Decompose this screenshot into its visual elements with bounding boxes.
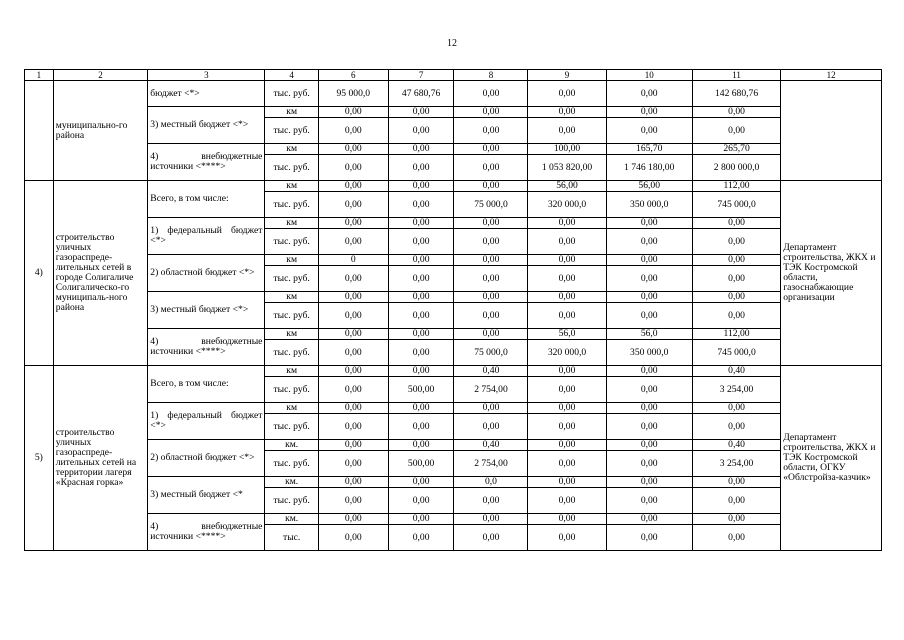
value-cell: 0,00 xyxy=(454,514,528,525)
table-row xyxy=(25,366,882,377)
column-header: 6 xyxy=(318,70,388,81)
value-cell: 0,00 xyxy=(692,303,780,329)
item-name: муниципально-го района xyxy=(53,81,148,181)
value-cell: 2 754,00 xyxy=(454,451,528,477)
value-cell: 0,00 xyxy=(692,229,780,255)
value-cell: 0,00 xyxy=(318,292,388,303)
value-cell: 0,00 xyxy=(388,440,454,451)
value-cell: 0,00 xyxy=(528,440,606,451)
funding-source: Всего, в том числе: xyxy=(148,366,265,403)
table-row xyxy=(25,403,882,414)
value-cell: 0,00 xyxy=(606,451,692,477)
value-cell: 0,00 xyxy=(318,488,388,514)
value-cell: 0,00 xyxy=(528,303,606,329)
table-row xyxy=(25,514,882,525)
header-row xyxy=(25,70,882,81)
value-cell: 0,00 xyxy=(388,488,454,514)
value-cell: 0,00 xyxy=(528,266,606,292)
value-cell: 0,00 xyxy=(606,414,692,440)
value-cell: 0,00 xyxy=(318,440,388,451)
value-cell: 0,00 xyxy=(454,488,528,514)
value-cell: 500,00 xyxy=(388,377,454,403)
value-cell: 0,00 xyxy=(318,229,388,255)
value-cell: 0,00 xyxy=(528,488,606,514)
value-cell: 0,00 xyxy=(692,514,780,525)
table-row xyxy=(25,477,882,488)
responsible-dept: Департамент строительства, ЖКХ и ТЭК Костромской области, газоснабжающие организации xyxy=(781,181,882,366)
value-cell: 0,00 xyxy=(388,329,454,340)
value-cell: 0,00 xyxy=(388,255,454,266)
value-cell: 0,40 xyxy=(454,440,528,451)
funding-source: 4) внебюджетные источники <****> xyxy=(148,329,265,366)
value-cell: 0,00 xyxy=(692,525,780,551)
value-cell: 0,00 xyxy=(388,155,454,181)
value-cell: 0,40 xyxy=(692,366,780,377)
table-row xyxy=(25,255,882,266)
unit-cell: км xyxy=(265,107,318,118)
value-cell: 0,00 xyxy=(692,255,780,266)
column-header: 8 xyxy=(454,70,528,81)
value-cell: 350 000,0 xyxy=(606,340,692,366)
value-cell: 0,00 xyxy=(606,107,692,118)
value-cell: 0,00 xyxy=(528,81,606,107)
unit-cell: км. xyxy=(265,514,318,525)
value-cell: 0,00 xyxy=(606,366,692,377)
value-cell: 0,00 xyxy=(318,266,388,292)
value-cell: 0,00 xyxy=(606,266,692,292)
value-cell: 112,00 xyxy=(692,181,780,192)
value-cell: 0,00 xyxy=(388,366,454,377)
value-cell: 0,00 xyxy=(692,414,780,440)
value-cell: 0,00 xyxy=(388,477,454,488)
value-cell: 0,00 xyxy=(318,107,388,118)
program-table xyxy=(24,69,882,551)
value-cell: 0,00 xyxy=(454,303,528,329)
value-cell: 0,00 xyxy=(606,229,692,255)
value-cell: 0,00 xyxy=(528,255,606,266)
funding-source: 1) федеральный бюджет <*> xyxy=(148,403,265,440)
value-cell: 47 680,76 xyxy=(388,81,454,107)
value-cell: 0,00 xyxy=(454,81,528,107)
table-body xyxy=(25,70,882,551)
table-row xyxy=(25,81,882,107)
page-number: 12 xyxy=(447,38,457,49)
value-cell: 0,00 xyxy=(318,403,388,414)
value-cell: 0,00 xyxy=(528,477,606,488)
value-cell: 0,00 xyxy=(528,107,606,118)
value-cell: 0,00 xyxy=(606,81,692,107)
value-cell: 0,00 xyxy=(606,403,692,414)
funding-source: 2) областной бюджет <*> xyxy=(148,440,265,477)
table-row xyxy=(25,144,882,155)
value-cell: 0,00 xyxy=(318,218,388,229)
value-cell: 0,00 xyxy=(606,525,692,551)
value-cell: 0,00 xyxy=(318,303,388,329)
value-cell: 0,00 xyxy=(606,477,692,488)
unit-cell: тыс. руб. xyxy=(265,155,318,181)
funding-source: Всего, в том числе: xyxy=(148,181,265,218)
value-cell: 3 254,00 xyxy=(692,451,780,477)
value-cell: 0,00 xyxy=(388,218,454,229)
value-cell: 0,00 xyxy=(606,488,692,514)
value-cell: 0,00 xyxy=(388,292,454,303)
value-cell: 0,00 xyxy=(454,414,528,440)
column-header: 10 xyxy=(606,70,692,81)
value-cell: 0,00 xyxy=(528,366,606,377)
unit-cell: тыс. руб. xyxy=(265,340,318,366)
unit-cell: тыс. руб. xyxy=(265,81,318,107)
value-cell: 0 xyxy=(318,255,388,266)
funding-source: 4) внебюджетные источники <****> xyxy=(148,514,265,551)
value-cell: 0,00 xyxy=(454,229,528,255)
value-cell: 0,00 xyxy=(318,340,388,366)
value-cell: 0,00 xyxy=(692,218,780,229)
value-cell: 0,00 xyxy=(388,514,454,525)
item-index: 5) xyxy=(25,366,54,551)
value-cell: 0,00 xyxy=(528,218,606,229)
value-cell: 0,00 xyxy=(454,403,528,414)
item-name: строительство уличных газораспреде-лительных сетей на территории лагеря «Красная горка» xyxy=(53,366,148,551)
value-cell: 0,00 xyxy=(388,107,454,118)
value-cell: 0,00 xyxy=(606,377,692,403)
value-cell: 0,00 xyxy=(692,477,780,488)
funding-source: 2) областной бюджет <*> xyxy=(148,255,265,292)
value-cell: 0,00 xyxy=(388,340,454,366)
value-cell: 75 000,0 xyxy=(454,340,528,366)
value-cell: 0,00 xyxy=(528,377,606,403)
value-cell: 0,00 xyxy=(388,266,454,292)
unit-cell: тыс. руб. xyxy=(265,192,318,218)
funding-source: 4) внебюджетные источники <****> xyxy=(148,144,265,181)
value-cell: 0,00 xyxy=(318,144,388,155)
column-header: 4 xyxy=(265,70,318,81)
unit-cell: км xyxy=(265,366,318,377)
value-cell: 0,0 xyxy=(454,477,528,488)
value-cell: 0,00 xyxy=(388,192,454,218)
value-cell: 0,00 xyxy=(606,118,692,144)
value-cell: 265,70 xyxy=(692,144,780,155)
column-header: 11 xyxy=(692,70,780,81)
unit-cell: км xyxy=(265,218,318,229)
value-cell: 0,00 xyxy=(606,218,692,229)
responsible-dept: Департамент строительства, ЖКХ и ТЭК Костромской области, ОГКУ «Облстройза-казчик» xyxy=(781,366,882,551)
value-cell: 0,00 xyxy=(318,451,388,477)
value-cell: 0,00 xyxy=(528,414,606,440)
value-cell: 0,00 xyxy=(318,118,388,144)
unit-cell: км. xyxy=(265,440,318,451)
funding-source: 3) местный бюджет <* xyxy=(148,477,265,514)
value-cell: 2 800 000,0 xyxy=(692,155,780,181)
value-cell: 745 000,0 xyxy=(692,340,780,366)
unit-cell: тыс. руб. xyxy=(265,488,318,514)
value-cell: 0,00 xyxy=(528,229,606,255)
value-cell: 0,00 xyxy=(606,292,692,303)
value-cell: 0,00 xyxy=(454,155,528,181)
unit-cell: тыс. руб. xyxy=(265,377,318,403)
unit-cell: тыс. руб. xyxy=(265,414,318,440)
value-cell: 0,00 xyxy=(318,377,388,403)
table-row xyxy=(25,440,882,451)
value-cell: 1 746 180,00 xyxy=(606,155,692,181)
value-cell: 0,00 xyxy=(692,403,780,414)
value-cell: 0,00 xyxy=(318,366,388,377)
value-cell: 56,00 xyxy=(606,181,692,192)
table-row xyxy=(25,181,882,192)
funding-source: 1) федеральный бюджет <*> xyxy=(148,218,265,255)
value-cell: 1 053 820,00 xyxy=(528,155,606,181)
value-cell: 75 000,0 xyxy=(454,192,528,218)
unit-cell: тыс. xyxy=(265,525,318,551)
value-cell: 0,00 xyxy=(318,477,388,488)
value-cell: 95 000,0 xyxy=(318,81,388,107)
value-cell: 0,40 xyxy=(454,366,528,377)
value-cell: 0,00 xyxy=(528,403,606,414)
value-cell: 0,00 xyxy=(318,181,388,192)
value-cell: 0,00 xyxy=(454,181,528,192)
unit-cell: км xyxy=(265,181,318,192)
value-cell: 0,00 xyxy=(606,440,692,451)
value-cell: 3 254,00 xyxy=(692,377,780,403)
value-cell: 0,00 xyxy=(692,488,780,514)
value-cell: 112,00 xyxy=(692,329,780,340)
value-cell: 0,00 xyxy=(528,292,606,303)
value-cell: 0,00 xyxy=(454,144,528,155)
value-cell: 165,70 xyxy=(606,144,692,155)
value-cell: 0,00 xyxy=(606,303,692,329)
value-cell: 0,00 xyxy=(388,118,454,144)
value-cell: 0,00 xyxy=(528,525,606,551)
column-header: 7 xyxy=(388,70,454,81)
unit-cell: тыс. руб. xyxy=(265,118,318,144)
column-header: 3 xyxy=(148,70,265,81)
value-cell: 0,00 xyxy=(528,514,606,525)
value-cell: 320 000,0 xyxy=(528,192,606,218)
value-cell: 56,00 xyxy=(528,181,606,192)
item-name: строительство уличных газораспреде-лительных сетей в городе Солигаличе Солигалическо-го муниципаль-ного района xyxy=(53,181,148,366)
value-cell: 0,00 xyxy=(692,118,780,144)
unit-cell: тыс. руб. xyxy=(265,451,318,477)
column-header: 1 xyxy=(25,70,54,81)
value-cell: 0,00 xyxy=(454,107,528,118)
value-cell: 2 754,00 xyxy=(454,377,528,403)
value-cell: 100,00 xyxy=(528,144,606,155)
value-cell: 0,00 xyxy=(388,525,454,551)
funding-source: 3) местный бюджет <*> xyxy=(148,292,265,329)
value-cell: 0,00 xyxy=(454,218,528,229)
unit-cell: км xyxy=(265,403,318,414)
value-cell: 0,00 xyxy=(454,525,528,551)
column-header: 9 xyxy=(528,70,606,81)
item-index: 4) xyxy=(25,181,54,366)
funding-source: бюджет <*> xyxy=(148,81,265,107)
unit-cell: тыс. руб. xyxy=(265,229,318,255)
unit-cell: тыс. руб. xyxy=(265,266,318,292)
unit-cell: км xyxy=(265,255,318,266)
value-cell: 0,00 xyxy=(318,192,388,218)
unit-cell: тыс. руб. xyxy=(265,303,318,329)
value-cell: 0,00 xyxy=(388,144,454,155)
value-cell: 0,00 xyxy=(388,303,454,329)
value-cell: 745 000,0 xyxy=(692,192,780,218)
unit-cell: км xyxy=(265,329,318,340)
value-cell: 320 000,0 xyxy=(528,340,606,366)
value-cell: 0,00 xyxy=(318,514,388,525)
funding-source: 3) местный бюджет <*> xyxy=(148,107,265,144)
value-cell: 0,00 xyxy=(606,514,692,525)
value-cell: 0,00 xyxy=(454,266,528,292)
unit-cell: км. xyxy=(265,477,318,488)
table-row xyxy=(25,107,882,118)
value-cell: 56,0 xyxy=(606,329,692,340)
table-row xyxy=(25,218,882,229)
value-cell: 0,00 xyxy=(692,107,780,118)
value-cell: 0,00 xyxy=(606,255,692,266)
value-cell: 0,00 xyxy=(388,414,454,440)
value-cell: 0,00 xyxy=(454,292,528,303)
value-cell: 0,00 xyxy=(692,292,780,303)
dept-cell xyxy=(781,81,882,181)
item-index-cell xyxy=(25,81,54,181)
value-cell: 0,00 xyxy=(454,118,528,144)
value-cell: 500,00 xyxy=(388,451,454,477)
value-cell: 0,00 xyxy=(388,229,454,255)
unit-cell: км xyxy=(265,144,318,155)
value-cell: 56,0 xyxy=(528,329,606,340)
value-cell: 0,00 xyxy=(692,266,780,292)
value-cell: 0,00 xyxy=(454,255,528,266)
value-cell: 0,00 xyxy=(388,181,454,192)
table-row xyxy=(25,329,882,340)
unit-cell: км xyxy=(265,292,318,303)
column-header: 2 xyxy=(53,70,148,81)
value-cell: 0,00 xyxy=(388,403,454,414)
value-cell: 0,00 xyxy=(318,329,388,340)
value-cell: 0,00 xyxy=(318,414,388,440)
value-cell: 0,00 xyxy=(318,155,388,181)
column-header: 12 xyxy=(781,70,882,81)
table-row xyxy=(25,292,882,303)
value-cell: 0,00 xyxy=(454,329,528,340)
value-cell: 0,00 xyxy=(528,451,606,477)
value-cell: 142 680,76 xyxy=(692,81,780,107)
value-cell: 0,00 xyxy=(318,525,388,551)
value-cell: 0,00 xyxy=(528,118,606,144)
value-cell: 350 000,0 xyxy=(606,192,692,218)
value-cell: 0,40 xyxy=(692,440,780,451)
